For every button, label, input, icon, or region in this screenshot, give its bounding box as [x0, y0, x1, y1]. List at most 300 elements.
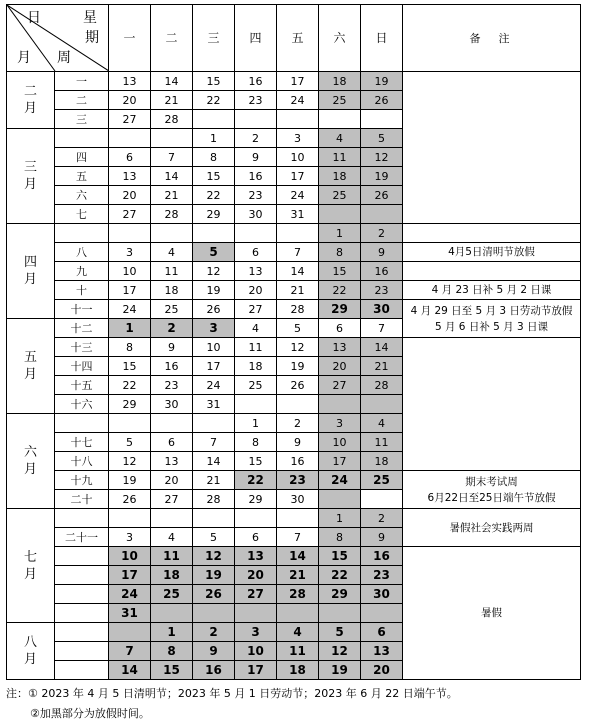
day-cell-thu: 15 — [235, 452, 277, 471]
day-cell-mon: 5 — [109, 433, 151, 452]
day-cell-fri: 28 — [277, 300, 319, 319]
day-cell-thu: 27 — [235, 300, 277, 319]
day-cell-mon: 31 — [109, 604, 151, 623]
day-cell-thu — [235, 224, 277, 243]
day-cell-wed: 10 — [193, 338, 235, 357]
day-cell-wed: 12 — [193, 262, 235, 281]
day-cell-wed: 5 — [193, 528, 235, 547]
week-number: 四 — [55, 148, 109, 167]
calendar-row — [7, 547, 581, 566]
calendar-row — [7, 281, 581, 300]
day-cell-sun: 4 — [361, 414, 403, 433]
day-cell-tue: 2 — [151, 319, 193, 338]
footnotes — [6, 684, 458, 724]
day-cell-tue: 27 — [151, 490, 193, 509]
day-cell-sat — [319, 110, 361, 129]
day-cell-sun: 28 — [361, 376, 403, 395]
week-number — [55, 661, 109, 680]
day-cell-fri: 18 — [277, 661, 319, 680]
header-row — [7, 5, 581, 72]
remark-exam: 期末考试周 6月22日至25日端午节放假 — [403, 471, 581, 509]
day-cell-mon: 29 — [109, 395, 151, 414]
day-cell-mon — [109, 623, 151, 642]
corner-month-label: 月 — [17, 50, 31, 66]
day-cell-mon: 27 — [109, 205, 151, 224]
day-cell-tue: 20 — [151, 471, 193, 490]
day-cell-thu: 16 — [235, 72, 277, 91]
day-cell-mon: 27 — [109, 110, 151, 129]
day-cell-fri: 28 — [277, 585, 319, 604]
day-cell-wed — [193, 414, 235, 433]
week-number: 七 — [55, 205, 109, 224]
day-cell-wed — [193, 224, 235, 243]
week-number — [55, 642, 109, 661]
day-cell-wed: 19 — [193, 566, 235, 585]
day-cell-mon: 15 — [109, 357, 151, 376]
week-number: 十五 — [55, 376, 109, 395]
day-cell-sun: 2 — [361, 509, 403, 528]
day-cell-thu: 13 — [235, 547, 277, 566]
day-cell-thu: 30 — [235, 205, 277, 224]
day-cell-thu: 18 — [235, 357, 277, 376]
month-label-aug: 八 月 — [7, 623, 55, 680]
week-number: 三 — [55, 110, 109, 129]
corner-week-label: 周 — [57, 50, 71, 66]
day-header-sun: 日 — [361, 5, 403, 72]
day-cell-tue: 4 — [151, 528, 193, 547]
week-number: 十七 — [55, 433, 109, 452]
day-cell-wed: 28 — [193, 490, 235, 509]
day-cell-sun: 16 — [361, 547, 403, 566]
month-label-apr: 四 月 — [7, 224, 55, 319]
month-label-feb: 二 月 — [7, 72, 55, 129]
day-cell-mon: 10 — [109, 262, 151, 281]
day-cell-fri: 3 — [277, 129, 319, 148]
day-cell-wed: 21 — [193, 471, 235, 490]
day-cell-tue: 6 — [151, 433, 193, 452]
day-cell-mon — [109, 129, 151, 148]
day-cell-sun: 9 — [361, 243, 403, 262]
day-cell-thu: 22 — [235, 471, 277, 490]
day-cell-mon — [109, 414, 151, 433]
week-number: 十 — [55, 281, 109, 300]
day-cell-tue: 14 — [151, 167, 193, 186]
day-header-fri: 五 — [277, 5, 319, 72]
day-cell-fri: 21 — [277, 566, 319, 585]
day-cell-thu: 23 — [235, 186, 277, 205]
day-cell-thu: 16 — [235, 167, 277, 186]
day-cell-sun — [361, 490, 403, 509]
day-cell-thu: 20 — [235, 281, 277, 300]
week-number: 二十一 — [55, 528, 109, 547]
calendar-row — [7, 300, 581, 319]
day-cell-mon: 22 — [109, 376, 151, 395]
day-cell-wed: 14 — [193, 452, 235, 471]
day-cell-tue: 25 — [151, 585, 193, 604]
corner-qi-label: 期 — [85, 30, 99, 46]
day-cell-fri: 14 — [277, 262, 319, 281]
day-cell-thu — [235, 395, 277, 414]
day-cell-thu: 11 — [235, 338, 277, 357]
day-cell-fri: 4 — [277, 623, 319, 642]
corner-day-label: 日 — [27, 10, 41, 26]
day-cell-sun: 16 — [361, 262, 403, 281]
day-cell-tue: 16 — [151, 357, 193, 376]
day-cell-tue: 11 — [151, 262, 193, 281]
day-cell-wed — [193, 604, 235, 623]
calendar-row — [7, 243, 581, 262]
day-cell-sat: 24 — [319, 471, 361, 490]
day-cell-sun — [361, 110, 403, 129]
day-cell-thu: 20 — [235, 566, 277, 585]
week-number: 十六 — [55, 395, 109, 414]
day-cell-mon: 20 — [109, 186, 151, 205]
day-cell-sat: 6 — [319, 319, 361, 338]
day-cell-sat: 3 — [319, 414, 361, 433]
day-cell-sat: 18 — [319, 167, 361, 186]
day-cell-sat: 17 — [319, 452, 361, 471]
day-cell-wed: 17 — [193, 357, 235, 376]
day-cell-mon: 10 — [109, 547, 151, 566]
day-cell-tue: 11 — [151, 547, 193, 566]
day-cell-fri: 31 — [277, 205, 319, 224]
day-cell-sat — [319, 490, 361, 509]
day-cell-sat — [319, 604, 361, 623]
week-number: 十九 — [55, 471, 109, 490]
day-cell-fri: 23 — [277, 471, 319, 490]
day-cell-mon: 1 — [109, 319, 151, 338]
day-cell-sat: 4 — [319, 129, 361, 148]
month-label-jun: 六 月 — [7, 414, 55, 509]
day-cell-mon: 24 — [109, 300, 151, 319]
day-cell-tue: 15 — [151, 661, 193, 680]
day-cell-tue: 4 — [151, 243, 193, 262]
day-header-tue: 二 — [151, 5, 193, 72]
day-cell-sat: 8 — [319, 243, 361, 262]
week-number: 九 — [55, 262, 109, 281]
day-cell-thu: 1 — [235, 414, 277, 433]
day-cell-tue — [151, 604, 193, 623]
day-cell-fri: 10 — [277, 148, 319, 167]
day-cell-fri: 7 — [277, 243, 319, 262]
day-cell-fri: 11 — [277, 642, 319, 661]
week-number: 十四 — [55, 357, 109, 376]
day-cell-sun: 2 — [361, 224, 403, 243]
day-cell-sun: 25 — [361, 471, 403, 490]
day-cell-fri: 26 — [277, 376, 319, 395]
day-cell-sat: 22 — [319, 281, 361, 300]
day-cell-thu: 9 — [235, 148, 277, 167]
day-cell-sun: 23 — [361, 281, 403, 300]
calendar-row — [7, 224, 581, 243]
day-cell-fri — [277, 604, 319, 623]
day-cell-sun: 19 — [361, 72, 403, 91]
day-cell-mon: 20 — [109, 91, 151, 110]
remark-empty — [403, 72, 581, 224]
day-cell-tue: 18 — [151, 566, 193, 585]
day-cell-wed: 7 — [193, 433, 235, 452]
day-cell-thu: 27 — [235, 585, 277, 604]
remark-empty — [403, 338, 581, 471]
day-cell-sat: 27 — [319, 376, 361, 395]
day-cell-wed: 9 — [193, 642, 235, 661]
remark-summer: 暑假 — [403, 547, 581, 680]
remark-apr23: 4 月 23 日补 5 月 2 日课 — [403, 281, 581, 300]
day-cell-mon: 17 — [109, 281, 151, 300]
week-number: 五 — [55, 167, 109, 186]
remark-empty — [403, 262, 581, 281]
day-cell-sat: 5 — [319, 623, 361, 642]
day-cell-fri — [277, 224, 319, 243]
day-cell-tue: 7 — [151, 148, 193, 167]
day-cell-sun: 23 — [361, 566, 403, 585]
day-cell-fri: 14 — [277, 547, 319, 566]
day-cell-sat: 25 — [319, 91, 361, 110]
week-number: 六 — [55, 186, 109, 205]
day-cell-sun: 7 — [361, 319, 403, 338]
day-cell-tue: 9 — [151, 338, 193, 357]
week-number: 一 — [55, 72, 109, 91]
day-cell-fri: 24 — [277, 91, 319, 110]
day-cell-sun: 12 — [361, 148, 403, 167]
day-cell-mon — [109, 509, 151, 528]
week-number: 十三 — [55, 338, 109, 357]
day-cell-thu — [235, 509, 277, 528]
day-cell-sun — [361, 395, 403, 414]
day-cell-mon: 19 — [109, 471, 151, 490]
day-cell-wed: 29 — [193, 205, 235, 224]
remark-qingming: 4月5日清明节放假 — [403, 243, 581, 262]
day-cell-tue: 28 — [151, 205, 193, 224]
day-cell-wed: 22 — [193, 186, 235, 205]
day-cell-thu — [235, 604, 277, 623]
day-cell-wed: 12 — [193, 547, 235, 566]
month-label-may: 五 月 — [7, 319, 55, 414]
day-cell-fri: 5 — [277, 319, 319, 338]
day-cell-sat: 1 — [319, 224, 361, 243]
month-label-jul: 七 月 — [7, 509, 55, 623]
day-cell-sat: 12 — [319, 642, 361, 661]
day-cell-fri: 2 — [277, 414, 319, 433]
calendar-row — [7, 262, 581, 281]
day-cell-mon: 8 — [109, 338, 151, 357]
day-cell-fri — [277, 509, 319, 528]
day-cell-wed: 16 — [193, 661, 235, 680]
day-cell-tue: 21 — [151, 186, 193, 205]
day-cell-sat: 13 — [319, 338, 361, 357]
day-cell-mon: 14 — [109, 661, 151, 680]
day-cell-sat — [319, 395, 361, 414]
day-cell-wed: 15 — [193, 167, 235, 186]
day-header-thu: 四 — [235, 5, 277, 72]
day-cell-tue — [151, 509, 193, 528]
day-cell-wed — [193, 110, 235, 129]
day-cell-sat — [319, 205, 361, 224]
footnote-2: ②加黑部分为放假时间。 — [30, 707, 150, 720]
day-cell-wed: 3 — [193, 319, 235, 338]
school-calendar-table — [6, 4, 581, 680]
week-number — [55, 509, 109, 528]
day-cell-wed: 22 — [193, 91, 235, 110]
day-cell-thu: 29 — [235, 490, 277, 509]
day-cell-tue: 14 — [151, 72, 193, 91]
week-number — [55, 566, 109, 585]
calendar-row — [7, 509, 581, 528]
day-header-sat: 六 — [319, 5, 361, 72]
remark-header: 备注 — [403, 5, 581, 72]
day-cell-fri: 17 — [277, 72, 319, 91]
day-cell-wed: 5 — [193, 243, 235, 262]
day-cell-wed: 15 — [193, 72, 235, 91]
day-cell-sun: 21 — [361, 357, 403, 376]
week-number: 十二 — [55, 319, 109, 338]
day-cell-wed: 8 — [193, 148, 235, 167]
day-cell-fri: 9 — [277, 433, 319, 452]
day-cell-sat: 1 — [319, 509, 361, 528]
day-cell-wed — [193, 509, 235, 528]
day-cell-sat: 19 — [319, 661, 361, 680]
day-cell-mon: 7 — [109, 642, 151, 661]
day-cell-tue — [151, 414, 193, 433]
day-cell-tue: 25 — [151, 300, 193, 319]
day-cell-fri: 12 — [277, 338, 319, 357]
day-cell-wed: 31 — [193, 395, 235, 414]
day-cell-mon: 6 — [109, 148, 151, 167]
day-cell-thu — [235, 110, 277, 129]
remark-labor: 4 月 29 日至 5 月 3 日劳动节放假 5 月 6 日补 5 月 3 日课 — [403, 300, 581, 338]
day-cell-fri: 17 — [277, 167, 319, 186]
calendar-row — [7, 471, 581, 490]
day-cell-mon: 12 — [109, 452, 151, 471]
day-cell-tue — [151, 129, 193, 148]
day-cell-thu: 10 — [235, 642, 277, 661]
day-cell-thu: 6 — [235, 243, 277, 262]
day-cell-tue: 21 — [151, 91, 193, 110]
day-cell-sat: 18 — [319, 72, 361, 91]
day-cell-wed: 2 — [193, 623, 235, 642]
day-cell-wed: 24 — [193, 376, 235, 395]
day-cell-sat: 15 — [319, 547, 361, 566]
week-number: 二 — [55, 91, 109, 110]
day-cell-sat: 8 — [319, 528, 361, 547]
calendar-row — [7, 338, 581, 357]
week-number: 十八 — [55, 452, 109, 471]
day-cell-fri: 21 — [277, 281, 319, 300]
day-cell-mon — [109, 224, 151, 243]
day-cell-wed: 26 — [193, 300, 235, 319]
day-cell-fri: 24 — [277, 186, 319, 205]
day-cell-thu: 23 — [235, 91, 277, 110]
day-cell-thu: 6 — [235, 528, 277, 547]
week-number: 八 — [55, 243, 109, 262]
day-cell-sun: 5 — [361, 129, 403, 148]
day-cell-thu: 17 — [235, 661, 277, 680]
week-number — [55, 129, 109, 148]
day-cell-mon: 13 — [109, 167, 151, 186]
week-number — [55, 604, 109, 623]
remark-empty — [403, 224, 581, 243]
day-cell-fri: 30 — [277, 490, 319, 509]
day-cell-tue: 1 — [151, 623, 193, 642]
day-cell-wed: 26 — [193, 585, 235, 604]
week-number — [55, 224, 109, 243]
day-cell-thu: 2 — [235, 129, 277, 148]
day-cell-tue — [151, 224, 193, 243]
day-cell-tue: 18 — [151, 281, 193, 300]
day-cell-sat: 15 — [319, 262, 361, 281]
day-cell-thu: 25 — [235, 376, 277, 395]
day-cell-sat: 10 — [319, 433, 361, 452]
day-cell-tue: 28 — [151, 110, 193, 129]
corner-cell — [7, 5, 109, 72]
day-cell-fri — [277, 110, 319, 129]
day-cell-mon: 17 — [109, 566, 151, 585]
day-header-wed: 三 — [193, 5, 235, 72]
week-number — [55, 623, 109, 642]
day-cell-sun — [361, 205, 403, 224]
day-cell-sun: 20 — [361, 661, 403, 680]
day-cell-tue: 13 — [151, 452, 193, 471]
day-cell-sun: 26 — [361, 91, 403, 110]
day-cell-mon: 3 — [109, 528, 151, 547]
day-cell-fri — [277, 395, 319, 414]
day-cell-fri: 16 — [277, 452, 319, 471]
day-cell-thu: 13 — [235, 262, 277, 281]
day-cell-sat: 20 — [319, 357, 361, 376]
footnote-1: 注：① 2023 年 4 月 5 日清明节；2023 年 5 月 1 日劳动节；2023 年 6 月 22 日端午节。 — [6, 687, 458, 700]
day-cell-mon: 13 — [109, 72, 151, 91]
day-cell-fri: 19 — [277, 357, 319, 376]
calendar-row — [7, 72, 581, 91]
week-number: 十一 — [55, 300, 109, 319]
day-cell-sat: 11 — [319, 148, 361, 167]
day-cell-tue: 30 — [151, 395, 193, 414]
day-cell-sun: 14 — [361, 338, 403, 357]
week-number — [55, 547, 109, 566]
day-cell-sun: 26 — [361, 186, 403, 205]
day-cell-tue: 8 — [151, 642, 193, 661]
day-cell-sat: 29 — [319, 300, 361, 319]
day-cell-wed: 19 — [193, 281, 235, 300]
week-number: 二十 — [55, 490, 109, 509]
day-cell-sun: 11 — [361, 433, 403, 452]
day-cell-sun: 13 — [361, 642, 403, 661]
day-cell-sun: 9 — [361, 528, 403, 547]
day-cell-sun: 19 — [361, 167, 403, 186]
day-cell-fri: 7 — [277, 528, 319, 547]
day-cell-sat: 25 — [319, 186, 361, 205]
day-cell-sat: 22 — [319, 566, 361, 585]
corner-xing-label: 星 — [83, 10, 97, 26]
day-cell-sat: 29 — [319, 585, 361, 604]
day-cell-thu: 4 — [235, 319, 277, 338]
day-cell-sun — [361, 604, 403, 623]
week-number — [55, 414, 109, 433]
day-cell-sun: 6 — [361, 623, 403, 642]
day-cell-mon: 3 — [109, 243, 151, 262]
day-cell-thu: 8 — [235, 433, 277, 452]
day-cell-sun: 30 — [361, 300, 403, 319]
remark-practice: 暑假社会实践两周 — [403, 509, 581, 547]
day-header-mon: 一 — [109, 5, 151, 72]
day-cell-thu: 3 — [235, 623, 277, 642]
day-cell-wed: 1 — [193, 129, 235, 148]
month-label-mar: 三 月 — [7, 129, 55, 224]
day-cell-sun: 18 — [361, 452, 403, 471]
day-cell-sun: 30 — [361, 585, 403, 604]
week-number — [55, 585, 109, 604]
day-cell-mon: 24 — [109, 585, 151, 604]
